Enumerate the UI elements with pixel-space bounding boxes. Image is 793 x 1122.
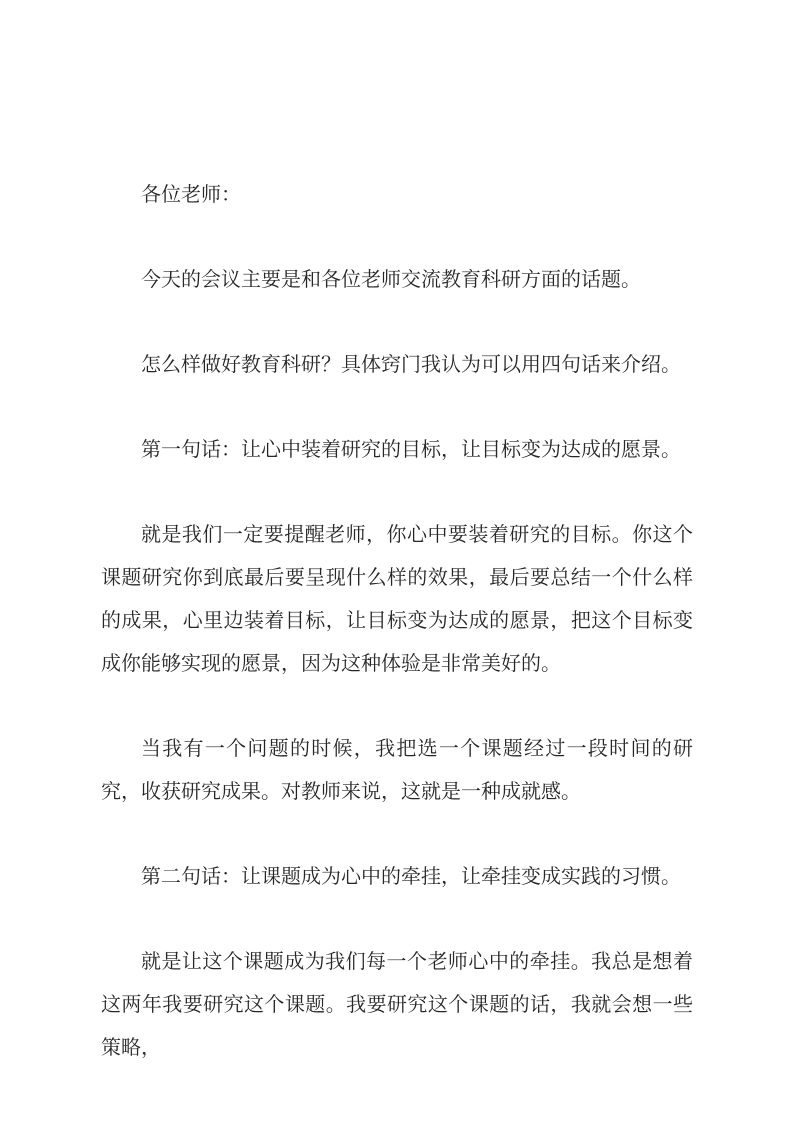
document-body: [101, 174, 693, 1070]
paragraph-intro: 今天的会议主要是和各位老师交流教育科研方面的话题。: [141, 269, 641, 291]
paragraph-point-two-body: 就是让这个课题成为我们每一个老师心中的牵挂。我总是想着这两年我要研究这个课题。我要研究这个课题的话，我就会想一些策略，: [101, 951, 693, 1059]
paragraph-point-one-heading: 第一句话：让心中装着研究的目标，让目标变为达成的愿景。: [141, 439, 681, 461]
paragraph-question: 怎么样做好教育科研？具体窍门我认为可以用四句话来介绍。: [141, 354, 681, 376]
paragraph-point-two-heading: 第二句话：让课题成为心中的牵挂，让牵挂变成实践的习惯。: [141, 866, 681, 888]
paragraph-point-one-example: 当我有一个问题的时候，我把选一个课题经过一段时间的研究，收获研究成果。对教师来说，这就是一种成就感。: [101, 738, 693, 803]
paragraph-point-one-body: 就是我们一定要提醒老师，你心中要装着研究的目标。你这个课题研究你到底最后要呈现什么样的效果，最后要总结一个什么样的成果，心里边装着目标，让目标变为达成的愿景，把这个目标变成你能够实现的愿景，因为这种体验是非常美好的。: [101, 524, 693, 675]
paragraph-salutation: 各位老师：: [141, 184, 241, 206]
